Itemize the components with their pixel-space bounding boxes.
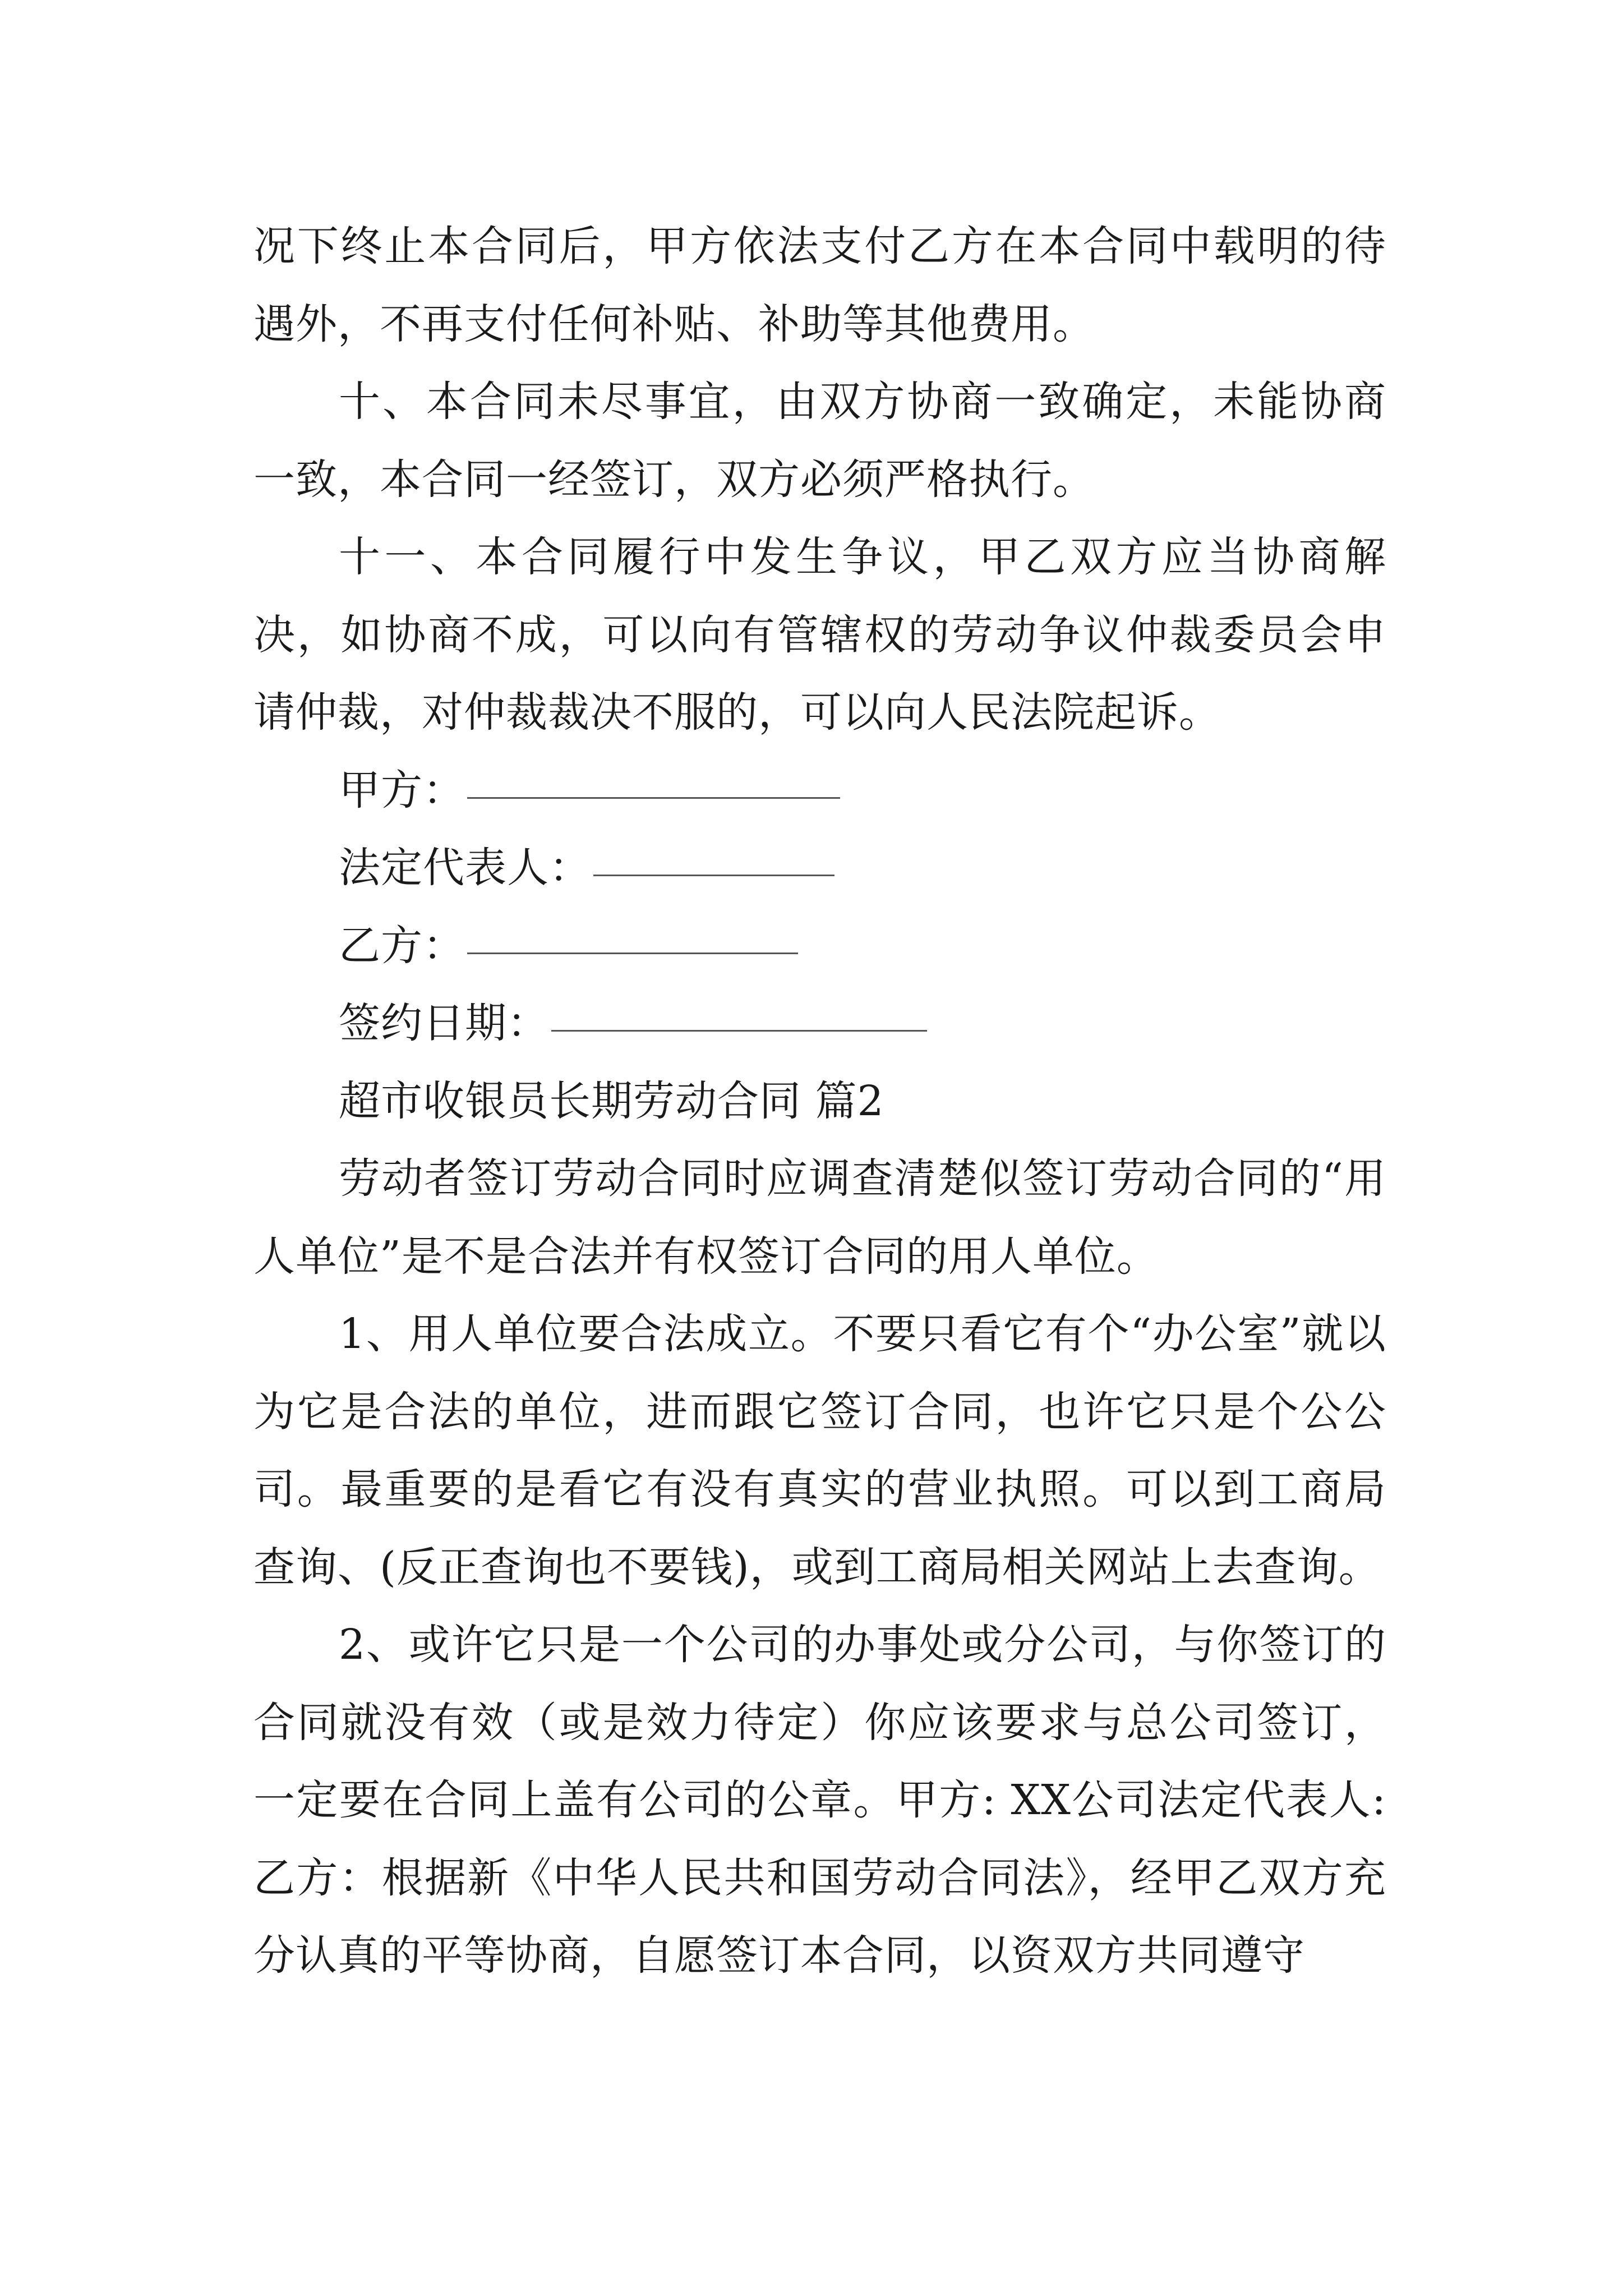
sign-date-blank bbox=[551, 991, 927, 1032]
document-page bbox=[253, 208, 1386, 1995]
paragraph-point-1: 1、用人单位要合法成立。不要只看它有个“办公室”就以为它是合法的单位，进而跟它签订合同，也许它只是个公公司。最重要的是看它有没有真实的营业执照。可以到工商局查询、(反正查询也不要钱)，或到工商局相关网站上去查询。 bbox=[253, 1310, 1386, 1591]
signature-party-a bbox=[253, 752, 1386, 830]
sign-date-label: 签约日期： bbox=[339, 999, 549, 1047]
paragraph-clause-10: 十、本合同未尽事宜，由双方协商一致确定，未能协商一致，本合同一经签订，双方必须严格执行。 bbox=[253, 378, 1386, 504]
party-b-blank bbox=[467, 913, 798, 954]
legal-rep-blank bbox=[593, 835, 834, 876]
section-title: 超市收银员长期劳动合同 篇2 bbox=[339, 1076, 884, 1125]
party-a-blank bbox=[467, 758, 840, 799]
paragraph-point-2: 2、或许它只是一个公司的办事处或分公司，与你签订的合同就没有效（或是效力待定）你应该要求与总公司签订，一定要在合同上盖有公司的公章。甲方: XX公司法定代表人: 乙方：根据新《中华人民共和国劳动合同法》，经甲乙双方充分认真的平等协商，自愿签订本合同，以资双方共同遵守 bbox=[253, 1621, 1386, 1980]
signature-date bbox=[253, 984, 1386, 1062]
paragraph-termination: 况下终止本合同后，甲方依法支付乙方在本合同中载明的待遇外，不再支付任何补贴、补助等其他费用。 bbox=[253, 222, 1386, 348]
paragraph-clause-11: 十一、本合同履行中发生争议，甲乙双方应当协商解决，如协商不成，可以向有管辖权的劳动争议仲裁委员会申请仲裁，对仲裁裁决不服的，可以向人民法院起诉。 bbox=[253, 533, 1386, 737]
paragraph-employer-check: 劳动者签订劳动合同时应调查清楚似签订劳动合同的“用人单位”是不是合法并有权签订合同的用人单位。 bbox=[253, 1154, 1386, 1281]
party-a-label: 甲方： bbox=[339, 766, 465, 815]
party-b-label: 乙方： bbox=[339, 921, 465, 970]
legal-rep-label: 法定代表人： bbox=[339, 844, 591, 892]
signature-legal-rep bbox=[253, 829, 1386, 907]
signature-party-b bbox=[253, 907, 1386, 985]
